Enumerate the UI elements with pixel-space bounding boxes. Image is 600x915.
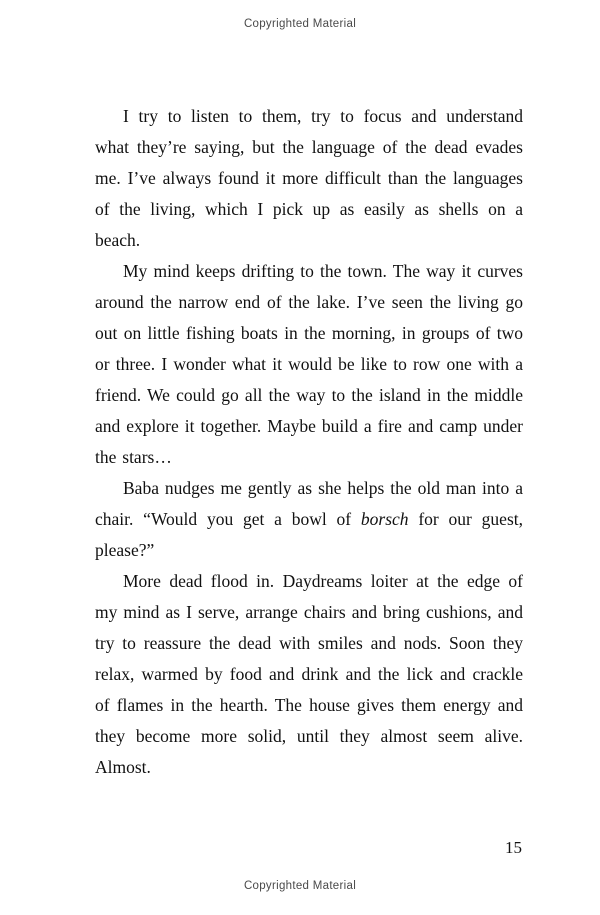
text-run: My mind keeps drifting to the town. The way it curves around the narrow end of the lake. I’ve seen the living go out on little fishing boats in the morning, in groups of two or three. I wonder what it would be like to row one with a friend. We could go all the way to the island in the middle and explore it together. Maybe build a fire and camp under the stars… bbox=[95, 261, 523, 467]
italic-text-run: borsch bbox=[360, 509, 409, 529]
page-number: 15 bbox=[505, 838, 522, 857]
paragraph bbox=[95, 256, 523, 473]
paragraph bbox=[95, 473, 523, 566]
text-run: More dead flood in. Daydreams loiter at the edge of my mind as I serve, arrange chairs and bring cushions, and try to reassure the dead with smiles and nods. Soon they relax, warmed by food and drink and the lick and crackle of flames in the hearth. The house gives them energy and they become more solid, until they almost seem alive. Almost. bbox=[95, 571, 523, 777]
body-text-block bbox=[95, 101, 523, 783]
paragraph bbox=[95, 101, 523, 256]
copyright-notice-top: Copyrighted Material bbox=[243, 18, 357, 30]
copyright-notice-bottom: Copyrighted Material bbox=[243, 880, 357, 892]
text-run: Baba nudges me gently as she helps the old man into a chair. “Would you get a bowl of bbox=[95, 478, 523, 529]
text-run: I try to listen to them, try to focus and understand what they’re saying, but the language of the dead evades me. I’ve always found it more difficult than the languages of the living, which I pick up as easily as shells on a beach. bbox=[95, 106, 523, 250]
paragraph bbox=[95, 566, 523, 783]
text-run: for our guest, please?” bbox=[95, 509, 523, 560]
